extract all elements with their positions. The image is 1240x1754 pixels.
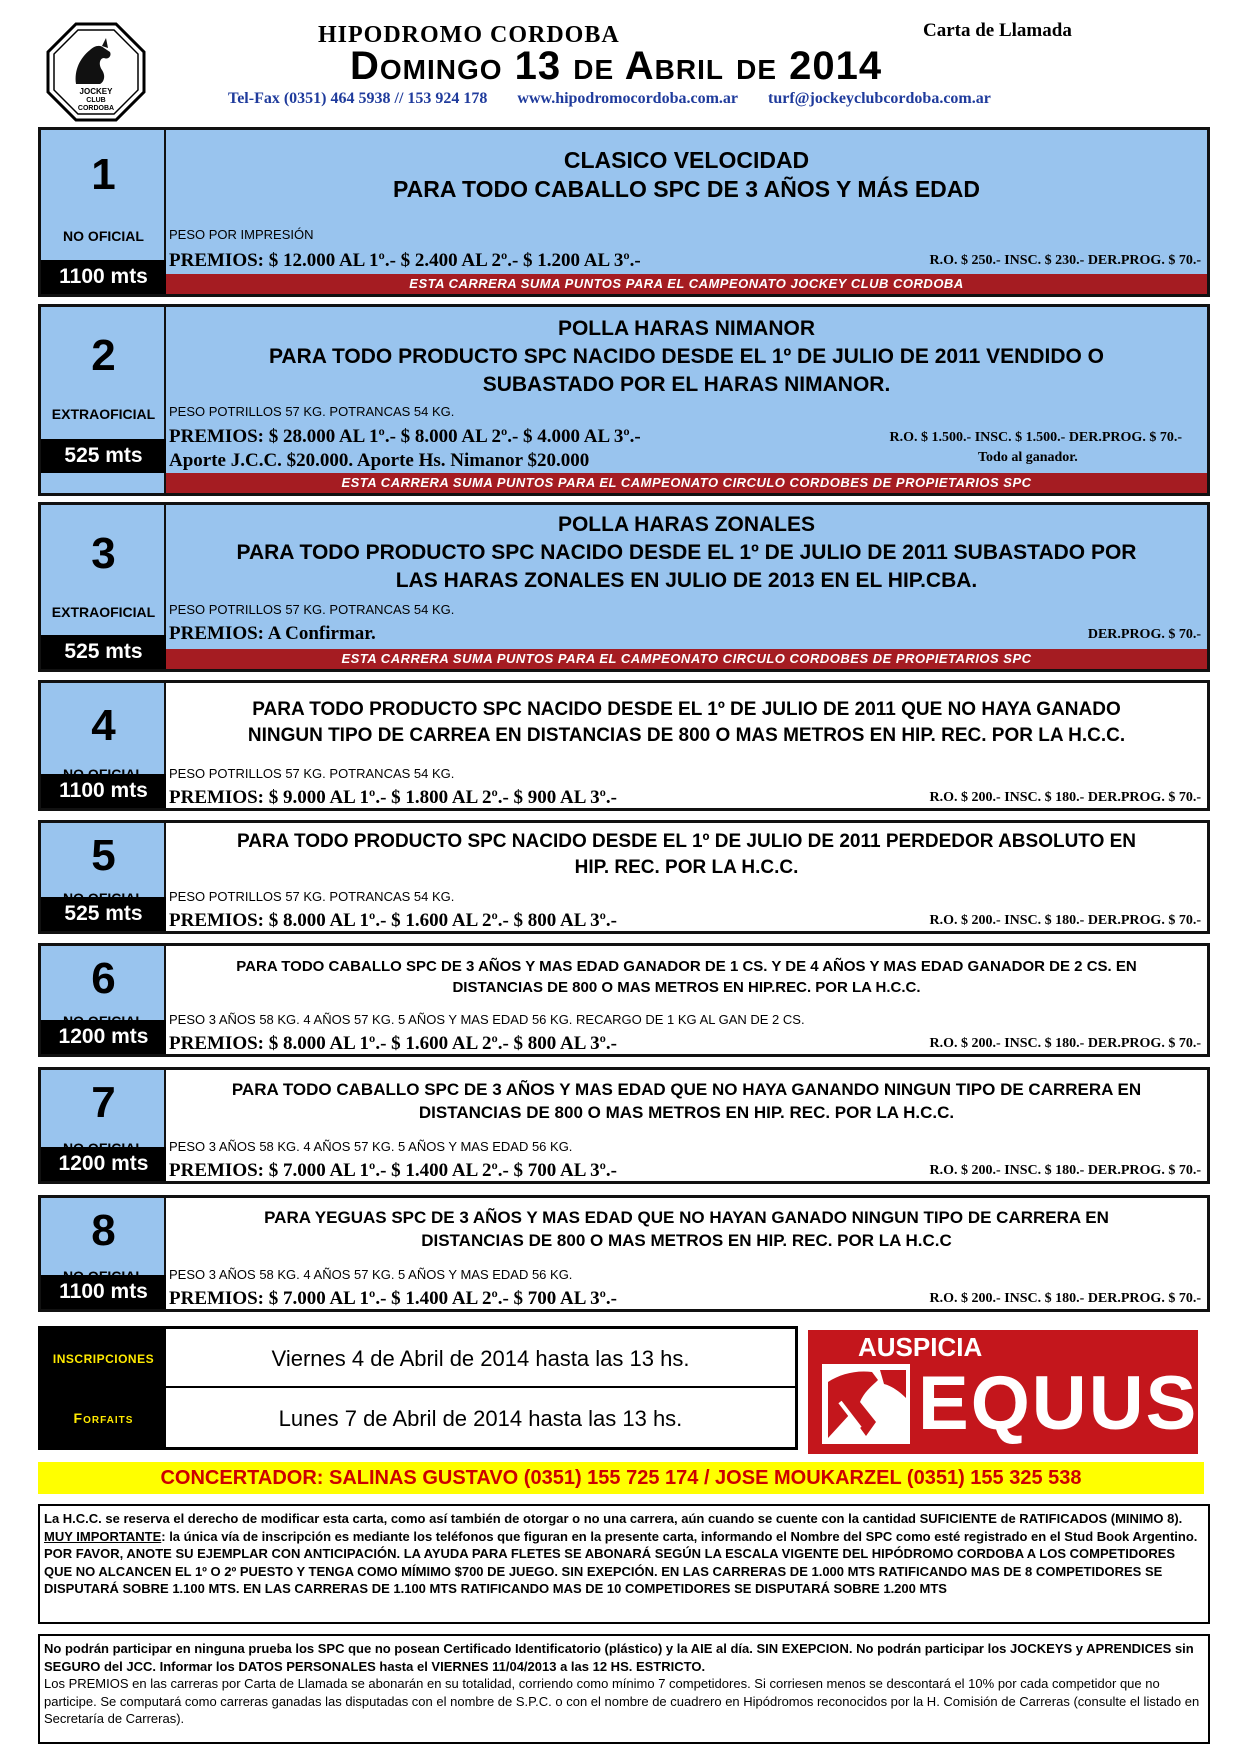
race-body <box>166 1070 1207 1181</box>
race-title-line: POLLA HARAS NIMANOR <box>557 317 816 340</box>
race-number: 1 <box>91 150 116 199</box>
race-card <box>38 502 1210 672</box>
forfaits-deadline: Lunes 7 de Abril de 2014 hasta las 13 hs. <box>278 1406 683 1431</box>
race-title-line: PARA TODO CABALLO SPC DE 3 AÑOS Y MÁS EDAD <box>393 176 980 202</box>
phone-number: Tel-Fax (0351) 464 5938 // 153 924 178 <box>228 90 488 107</box>
race-number: 6 <box>91 954 116 1003</box>
race-prizes: PREMIOS: A Confirmar. <box>169 623 376 644</box>
race-card <box>38 304 1210 496</box>
race-fees: DER.PROG. $ 70.- <box>1087 627 1201 642</box>
race-distance: 1100 mts <box>41 260 166 294</box>
race-title-line: DISTANCIAS DE 800 O MAS METROS EN HIP. REC. POR LA H.C.C. <box>418 1103 955 1122</box>
page-header <box>38 18 1210 118</box>
race-title-line: DISTANCIAS DE 800 O MAS METROS EN HIP. REC. POR LA H.C.C <box>421 1231 952 1250</box>
race-title-line: PARA YEGUAS SPC DE 3 AÑOS Y MAS EDAD QUE NO HAYAN GANADO NINGUN TIPO DE CARRERA EN <box>264 1208 1109 1227</box>
race-card <box>38 1195 1210 1312</box>
race-weight: PESO 3 AÑOS 58 KG. 4 AÑOS 57 KG. 5 AÑOS Y MAS EDAD 56 KG. <box>169 1139 573 1154</box>
race-prizes: PREMIOS: $ 28.000 AL 1º.- $ 8.000 AL 2º.- $ 4.000 AL 3º.- <box>169 426 641 447</box>
race-body <box>166 946 1207 1054</box>
race-number: 7 <box>91 1078 116 1127</box>
race-distance: 1200 mts <box>41 1147 166 1181</box>
race-title <box>166 1078 1207 1124</box>
race-side-panel <box>41 130 166 294</box>
race-condition: EXTRAOFICIAL <box>51 604 156 620</box>
race-fees: R.O. $ 200.- INSC. $ 180.- DER.PROG. $ 70.- <box>929 913 1201 928</box>
race-date: Domingo 13 de Abril de 2014 <box>350 44 883 88</box>
svg-text:CORDOBA: CORDOBA <box>77 105 115 112</box>
race-body <box>166 1198 1207 1309</box>
race-side-panel <box>41 823 166 931</box>
race-title <box>166 146 1207 204</box>
race-prizes: PREMIOS: $ 9.000 AL 1º.- $ 1.800 AL 2º.- $ 900 AL 3º.- <box>169 787 617 808</box>
race-body <box>166 307 1207 493</box>
race-distance: 1200 mts <box>41 1020 166 1054</box>
race-title-line: NINGUN TIPO DE CARREA EN DISTANCIAS DE 800 O MAS METROS EN HIP. REC. POR LA H.C.C. <box>247 725 1126 746</box>
race-prizes: PREMIOS: $ 7.000 AL 1º.- $ 1.400 AL 2º.- $ 700 AL 3º.- <box>169 1160 617 1181</box>
race-contributions: Aporte J.C.C. $20.000. Aporte Hs. Nimanor $20.000 <box>169 450 590 471</box>
race-prizes: PREMIOS: $ 12.000 AL 1º.- $ 2.400 AL 2º.- $ 1.200 AL 3º.- <box>169 250 641 271</box>
email-link[interactable]: turf@jockeyclubcordoba.com.ar <box>768 90 991 107</box>
inscripciones-label: INSCRIPCIONES <box>41 1329 166 1389</box>
race-side-panel <box>41 683 166 808</box>
race-title-line: PARA TODO PRODUCTO SPC NACIDO DESDE EL 1º DE JULIO DE 2011 VENDIDO O <box>268 345 1104 368</box>
race-title <box>166 511 1207 595</box>
race-weight: PESO 3 AÑOS 58 KG. 4 AÑOS 57 KG. 5 AÑOS Y MAS EDAD 56 KG. <box>169 1267 573 1282</box>
website-link[interactable]: www.hipodromocordoba.com.ar <box>517 90 738 107</box>
race-title-line: CLASICO VELOCIDAD <box>563 147 810 173</box>
equus-logo-icon <box>820 1362 912 1446</box>
race-weight: PESO POTRILLOS 57 KG. POTRANCAS 54 KG. <box>169 602 455 617</box>
note-text: : la única vía de inscripción es mediante los teléfonos que figuran en la presente carta, informando el Nombre del SPC como esté registrado en el Stud Book Argentino. POR FAVOR, ANOTE SU EJEMPLAR CON ANTICIPACIÓN. LA AYUDA PARA FLETES SE ABONARÁ SEGÚN LA ESCALA VIGENTE DEL HIPÓDROMO CORDOBA A LOS COMPETIDORES QUE NO ALCANCEN EL 1º O 2º PUESTO Y TENGA COMO MÍMIMO $700 DE JUEGO. SIN EXEPCIÓN. EN LAS CARRERAS DE 1.000 MTS RATIFICANDO MAS DE 8 COMPETIDORES SE DISPUTARÁ SOBRE 1.100 MTS. EN LAS CARRERAS DE 1.100 MTS RATIFICANDO MAS DE 10 COMPETIDORES SE DISPUTARÁ SOBRE 1.200 MTS <box>44 1528 1198 1596</box>
race-body <box>166 823 1207 931</box>
race-condition: NO OFICIAL <box>63 228 144 244</box>
race-title-line: PARA TODO CABALLO SPC DE 3 AÑOS Y MAS EDAD GANADOR DE 1 CS. Y DE 4 AÑOS Y MAS EDAD GANADOR DE 2 CS. EN <box>236 958 1137 975</box>
note-eligibility: No podrán participar en ninguna prueba los SPC que no posean Certificado Identificatorio (plástico) y la AIE al día. SIN EXEPCION. No podrán participar los JOCKEYS y APRENDICES sin SEGURO del JCC. Informar los DATOS PERSONALES hasta el VIERNES 11/04/2013 a las 12 HS. ESTRICTO. <box>44 1641 1194 1674</box>
race-card <box>38 820 1210 934</box>
race-number: 4 <box>91 701 116 750</box>
concertador-bar: CONCERTADOR: SALINAS GUSTAVO (0351) 155 725 174 / JOSE MOUKARZEL (0351) 155 325 538 <box>38 1462 1204 1494</box>
race-distance: 525 mts <box>41 439 166 473</box>
race-distance: 1100 mts <box>41 1275 166 1309</box>
race-number: 2 <box>91 331 116 380</box>
points-banner: ESTA CARRERA SUMA PUNTOS PARA EL CAMPEONATO CIRCULO CORDOBES DE PROPIETARIOS SPC <box>166 473 1207 493</box>
points-banner: ESTA CARRERA SUMA PUNTOS PARA EL CAMPEONATO CIRCULO CORDOBES DE PROPIETARIOS SPC <box>166 649 1207 669</box>
race-title <box>166 956 1207 998</box>
race-number: 5 <box>91 831 116 880</box>
race-body <box>166 505 1207 669</box>
race-fees: R.O. $ 250.- INSC. $ 230.- DER.PROG. $ 70.- <box>929 253 1201 268</box>
conditions-note <box>38 1504 1210 1624</box>
sponsor-banner <box>808 1330 1198 1454</box>
race-title-line: PARA TODO PRODUCTO SPC NACIDO DESDE EL 1º DE JULIO DE 2011 PERDEDOR ABSOLUTO EN <box>236 831 1137 852</box>
race-body <box>166 683 1207 808</box>
race-weight: PESO POTRILLOS 57 KG. POTRANCAS 54 KG. <box>169 766 455 781</box>
inscripciones-deadline: Viernes 4 de Abril de 2014 hasta las 13 hs. <box>166 1329 795 1388</box>
race-fees: R.O. $ 200.- INSC. $ 180.- DER.PROG. $ 70.- <box>929 1036 1201 1051</box>
note-important-label: MUY IMPORTANTE <box>44 1528 162 1544</box>
race-title-line: PARA TODO PRODUCTO SPC NACIDO DESDE EL 1º DE JULIO DE 2011 QUE NO HAYA GANADO <box>252 699 1121 720</box>
race-side-panel <box>41 1070 166 1181</box>
race-card <box>38 127 1210 297</box>
race-distance: 525 mts <box>41 897 166 931</box>
race-number: 8 <box>91 1206 116 1255</box>
deadlines-box <box>38 1326 798 1450</box>
race-weight: PESO POTRILLOS 57 KG. POTRANCAS 54 KG. <box>169 889 455 904</box>
race-number: 3 <box>91 529 116 578</box>
race-fees: R.O. $ 200.- INSC. $ 180.- DER.PROG. $ 70.- <box>929 1291 1201 1306</box>
race-prizes: PREMIOS: $ 7.000 AL 1º.- $ 1.400 AL 2º.- $ 700 AL 3º.- <box>169 1288 617 1309</box>
forfaits-label: Forfaits <box>41 1389 166 1449</box>
sponsor-name: EQUUS <box>918 1361 1199 1446</box>
race-prizes: PREMIOS: $ 8.000 AL 1º.- $ 1.600 AL 2º.- $ 800 AL 3º.- <box>169 1033 617 1054</box>
race-title-line: PARA TODO PRODUCTO SPC NACIDO DESDE EL 1º DE JULIO DE 2011 SUBASTADO POR <box>236 541 1137 564</box>
race-card <box>38 680 1210 811</box>
race-card <box>38 943 1210 1057</box>
race-title <box>166 829 1207 881</box>
race-side-panel <box>41 946 166 1054</box>
note-prizes: Los PREMIOS en las carreras por Carta de Llamada se abonarán en su totalidad, corriendo como mínimo 7 competidores. Si corriesen menos se descontará el 10% por cada competidor que no participe. Se computará como carreras ganadas las disputadas con el nombre de S.P.C. o con el nombre de cuadrero en Hipódromos reconocidos por la H. Comisión de Carreras (consulte el listado en Secretaría de Carreras). <box>44 1676 1200 1726</box>
race-fees: R.O. $ 200.- INSC. $ 180.- DER.PROG. $ 70.- <box>929 790 1201 805</box>
note-text: La H.C.C. se reserva el derecho de modificar esta carta, como así también de otorgar o no una carrera, aún cuando se cuente con la cantidad SUFICIENTE de RATIFICADOS (MINIMO 8). <box>44 1511 1183 1526</box>
race-weight: PESO POR IMPRESIÓN <box>169 227 314 242</box>
venue-title: HIPODROMO CORDOBA <box>318 22 620 48</box>
sponsor-label: AUSPICIA <box>858 1332 983 1362</box>
svg-text:JOCKEY: JOCKEY <box>79 87 113 96</box>
race-title-line: HIP. REC. POR LA H.C.C. <box>574 857 799 878</box>
race-side-panel <box>41 1198 166 1309</box>
document-type: Carta de Llamada <box>923 20 1072 41</box>
race-distance: 1100 mts <box>41 774 166 808</box>
jockey-club-logo-icon <box>45 22 147 122</box>
race-fees: R.O. $ 1.500.- INSC. $ 1.500.- DER.PROG. $ 70.- <box>889 430 1182 445</box>
race-title-line: SUBASTADO POR EL HARAS NIMANOR. <box>482 373 891 396</box>
race-title <box>166 315 1207 399</box>
race-title-line: POLLA HARAS ZONALES <box>557 513 816 536</box>
race-body <box>166 130 1207 294</box>
race-title-line: DISTANCIAS DE 800 O MAS METROS EN HIP.REC. POR LA H.C.C. <box>452 979 921 996</box>
race-title <box>166 697 1207 749</box>
race-title-line: LAS HARAS ZONALES EN JULIO DE 2013 EN EL HIP.CBA. <box>395 569 978 592</box>
points-banner: ESTA CARRERA SUMA PUNTOS PARA EL CAMPEONATO JOCKEY CLUB CORDOBA <box>166 274 1207 294</box>
svg-text:CLUB: CLUB <box>86 97 106 104</box>
race-prizes: PREMIOS: $ 8.000 AL 1º.- $ 1.600 AL 2º.- $ 800 AL 3º.- <box>169 910 617 931</box>
race-fees: R.O. $ 200.- INSC. $ 180.- DER.PROG. $ 70.- <box>929 1163 1201 1178</box>
race-weight: PESO 3 AÑOS 58 KG. 4 AÑOS 57 KG. 5 AÑOS Y MAS EDAD 56 KG. RECARGO DE 1 KG AL GAN DE 2 CS. <box>169 1012 805 1027</box>
race-distance: 525 mts <box>41 635 166 669</box>
race-weight: PESO POTRILLOS 57 KG. POTRANCAS 54 KG. <box>169 404 455 419</box>
race-title-line: PARA TODO CABALLO SPC DE 3 AÑOS Y MAS EDAD QUE NO HAYA GANANDO NINGUN TIPO DE CARRERA EN <box>231 1080 1142 1099</box>
race-side-panel <box>41 307 166 493</box>
race-contributions-note: Todo al ganador. <box>978 450 1078 465</box>
contact-line <box>228 90 1188 108</box>
eligibility-note <box>38 1634 1210 1744</box>
race-condition: EXTRAOFICIAL <box>51 406 156 422</box>
race-side-panel <box>41 505 166 669</box>
race-title <box>166 1206 1207 1252</box>
race-card <box>38 1067 1210 1184</box>
